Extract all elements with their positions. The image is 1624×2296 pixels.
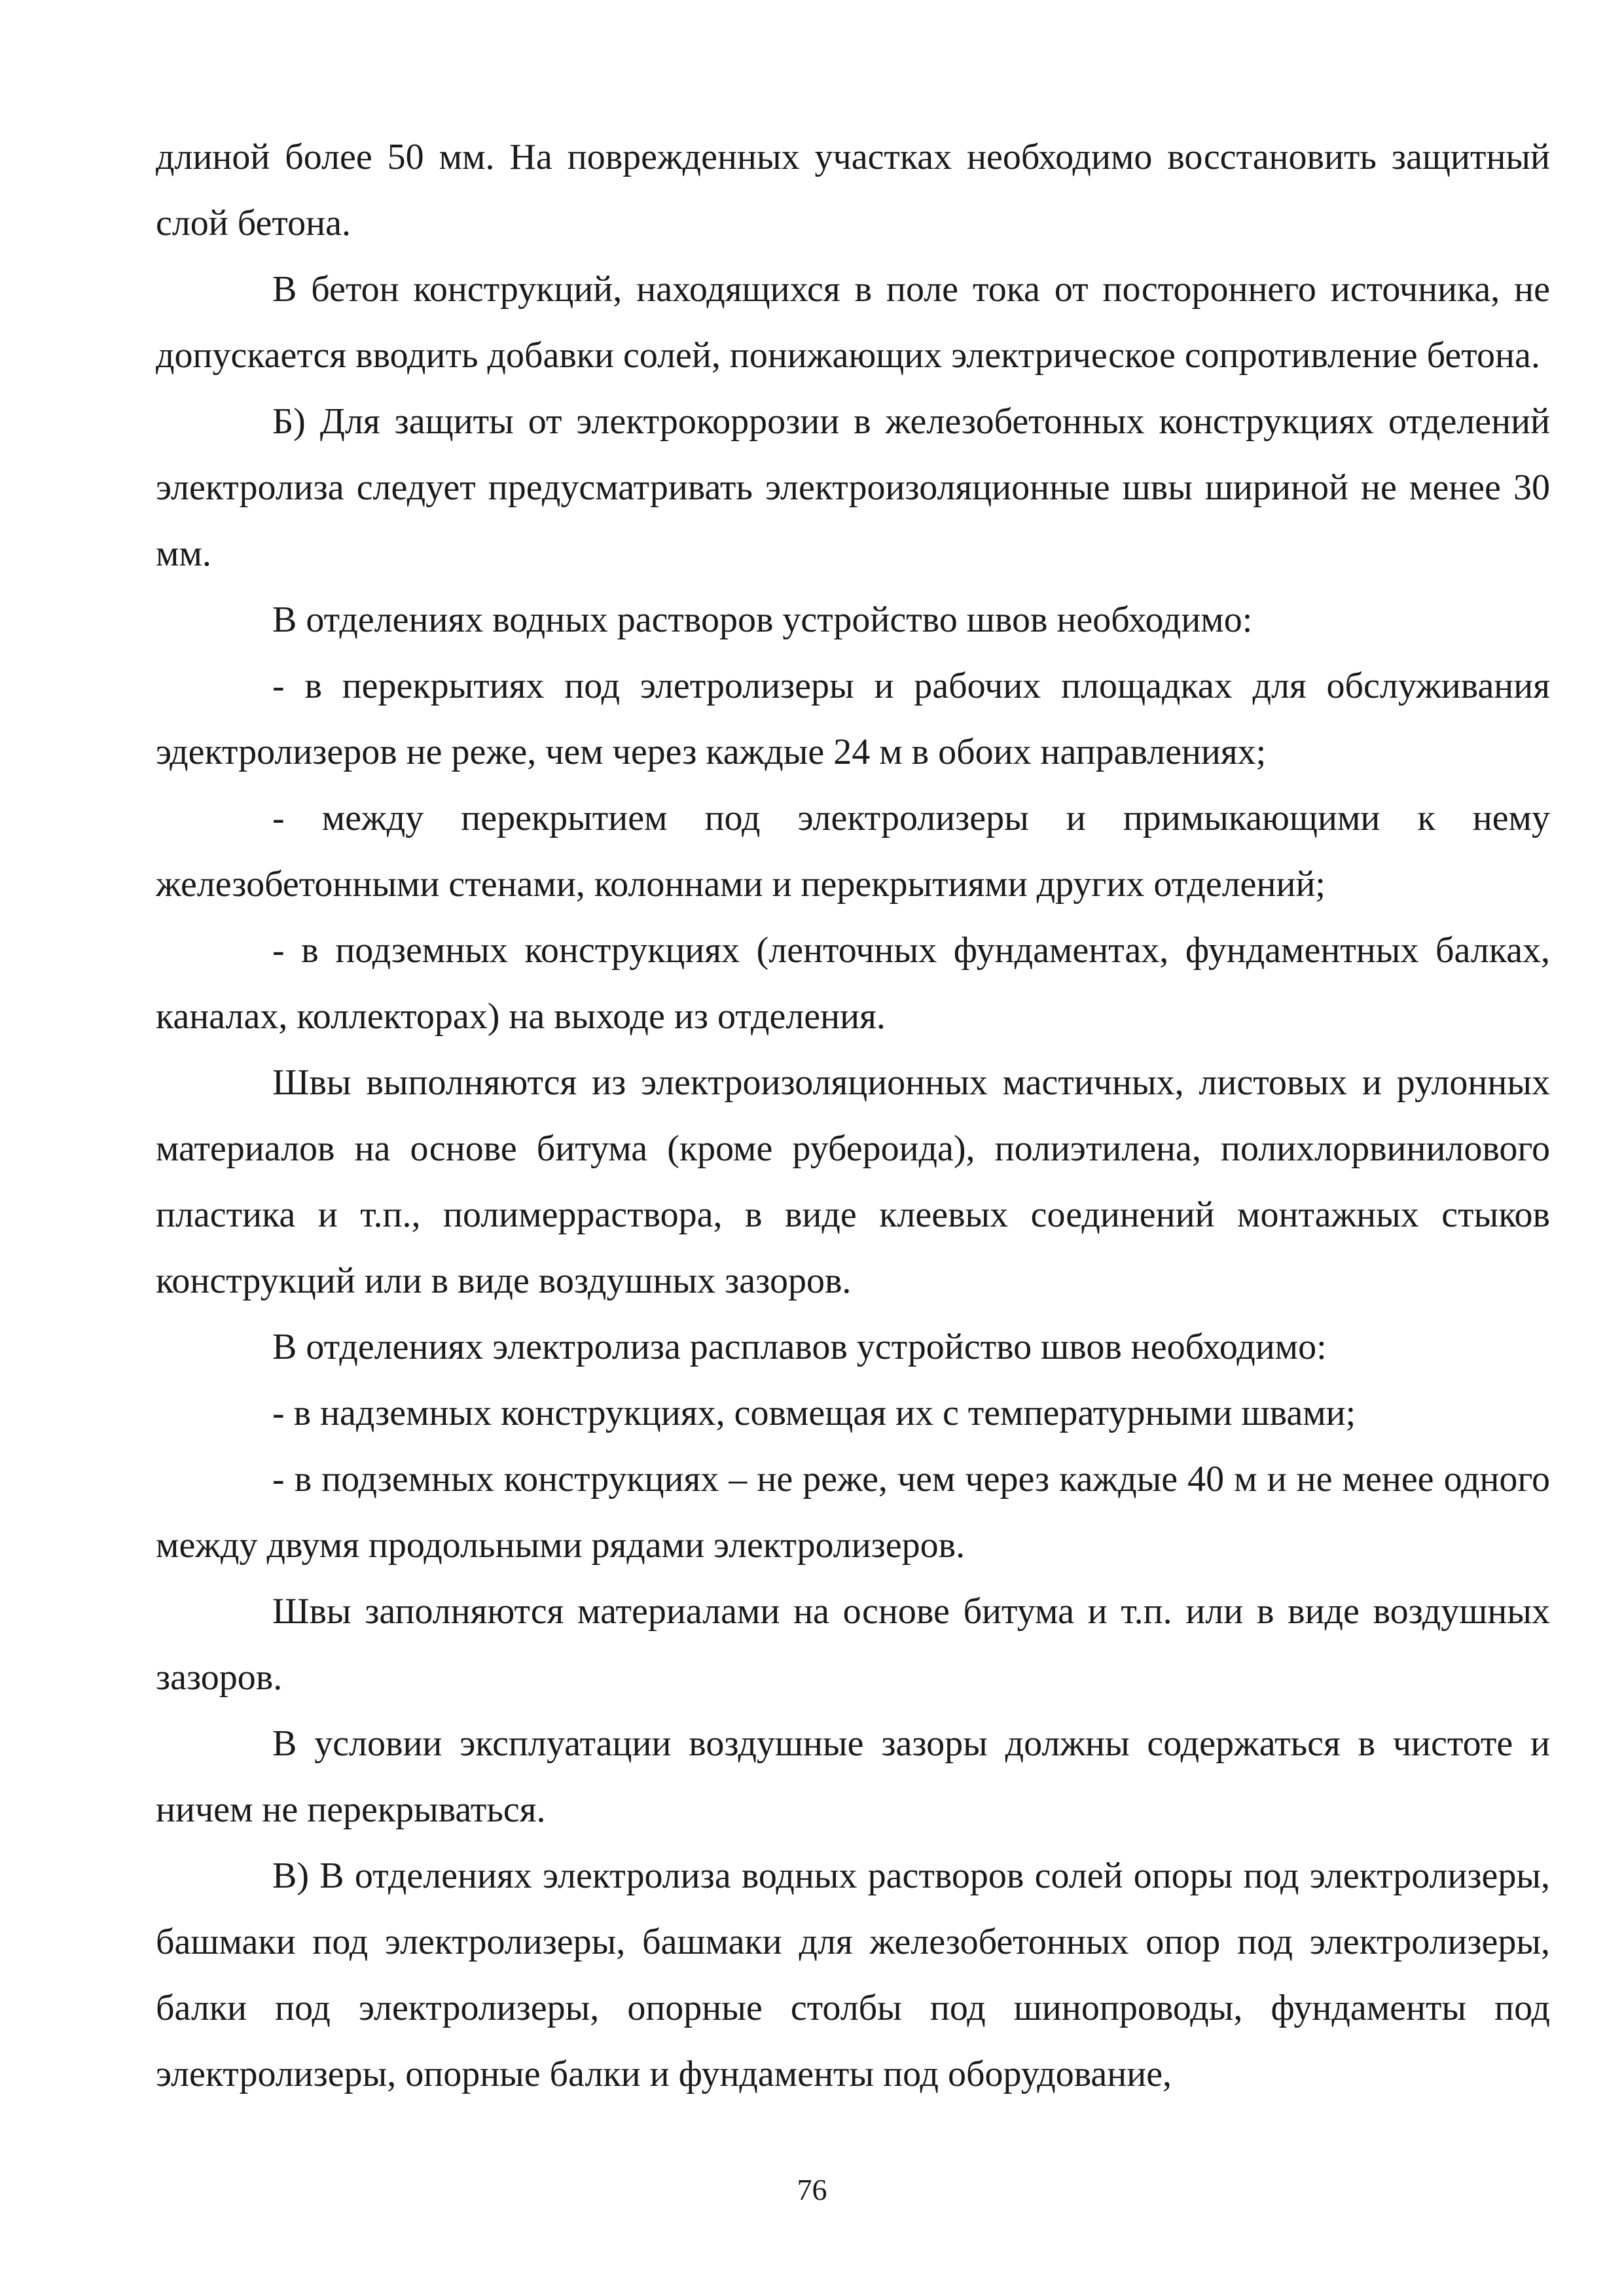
list-item: - в подземных конструкциях (ленточных фундаментах, фундаментных балках, каналах, коллекторах) на выходе из отделения.	[156, 930, 1550, 1037]
paragraph: В отделениях электролиза расплавов устройство швов необходимо:	[272, 1327, 1327, 1367]
page-number: 76	[797, 2173, 827, 2206]
paragraph: Швы выполняются из электроизоляционных мастичных, листовых и рулонных материалов на основе битума (кроме рубероида), полиэтилена, полихлорвинилового пластика и т.п., полимерраствора, в виде клеевых соединений монтажных стыков конструкций или в виде воздушных зазоров.	[156, 1062, 1550, 1301]
list-item: - в надземных конструкциях, совмещая их с температурными швами;	[272, 1393, 1356, 1433]
paragraph-continuation: длиной более 50 мм. На поврежденных участках необходимо восстановить защитный слой бетона.	[156, 137, 1550, 243]
paragraph-section-b: Б) Для защиты от электрокоррозии в железобетонных конструкциях отделений электролиза следует предусматривать электроизоляционные швы шириной не менее 30 мм.	[156, 401, 1550, 574]
list-item: - в подземных конструкциях – не реже, чем через каждые 40 м и не менее одного между двумя продольными рядами электролизеров.	[156, 1459, 1550, 1566]
paragraph-section-v: В) В отделениях электролиза водных растворов солей опоры под электролизеры, башмаки под электролизеры, башмаки для железобетонных опор под электролизеры, балки под электролизеры, опорные столбы под шинопроводы, фундаменты под электролизеры, опорные балки и фундаменты под оборудование,	[156, 1856, 1550, 2094]
list-item: - в перекрытиях под элетролизеры и рабочих площадках для обслуживания эдектролизеров не реже, чем через каждые 24 м в обоих направлениях;	[156, 666, 1550, 772]
list-item: - между перекрытием под электролизеры и примыкающими к нему железобетонными стенами, колоннами и перекрытиями других отделений;	[156, 798, 1550, 905]
body-text	[156, 124, 1550, 2108]
paragraph: В отделениях водных растворов устройство швов необходимо:	[272, 600, 1253, 640]
paragraph: В бетон конструкций, находящихся в поле тока от постороннего источника, не допускается вводить добавки солей, понижающих электрическое сопротивление бетона.	[156, 269, 1550, 376]
paragraph: Швы заполняются материалами на основе битума и т.п. или в виде воздушных зазоров.	[156, 1591, 1550, 1698]
paragraph: В условии эксплуатации воздушные зазоры должны содержаться в чистоте и ничем не перекрываться.	[156, 1723, 1550, 1830]
